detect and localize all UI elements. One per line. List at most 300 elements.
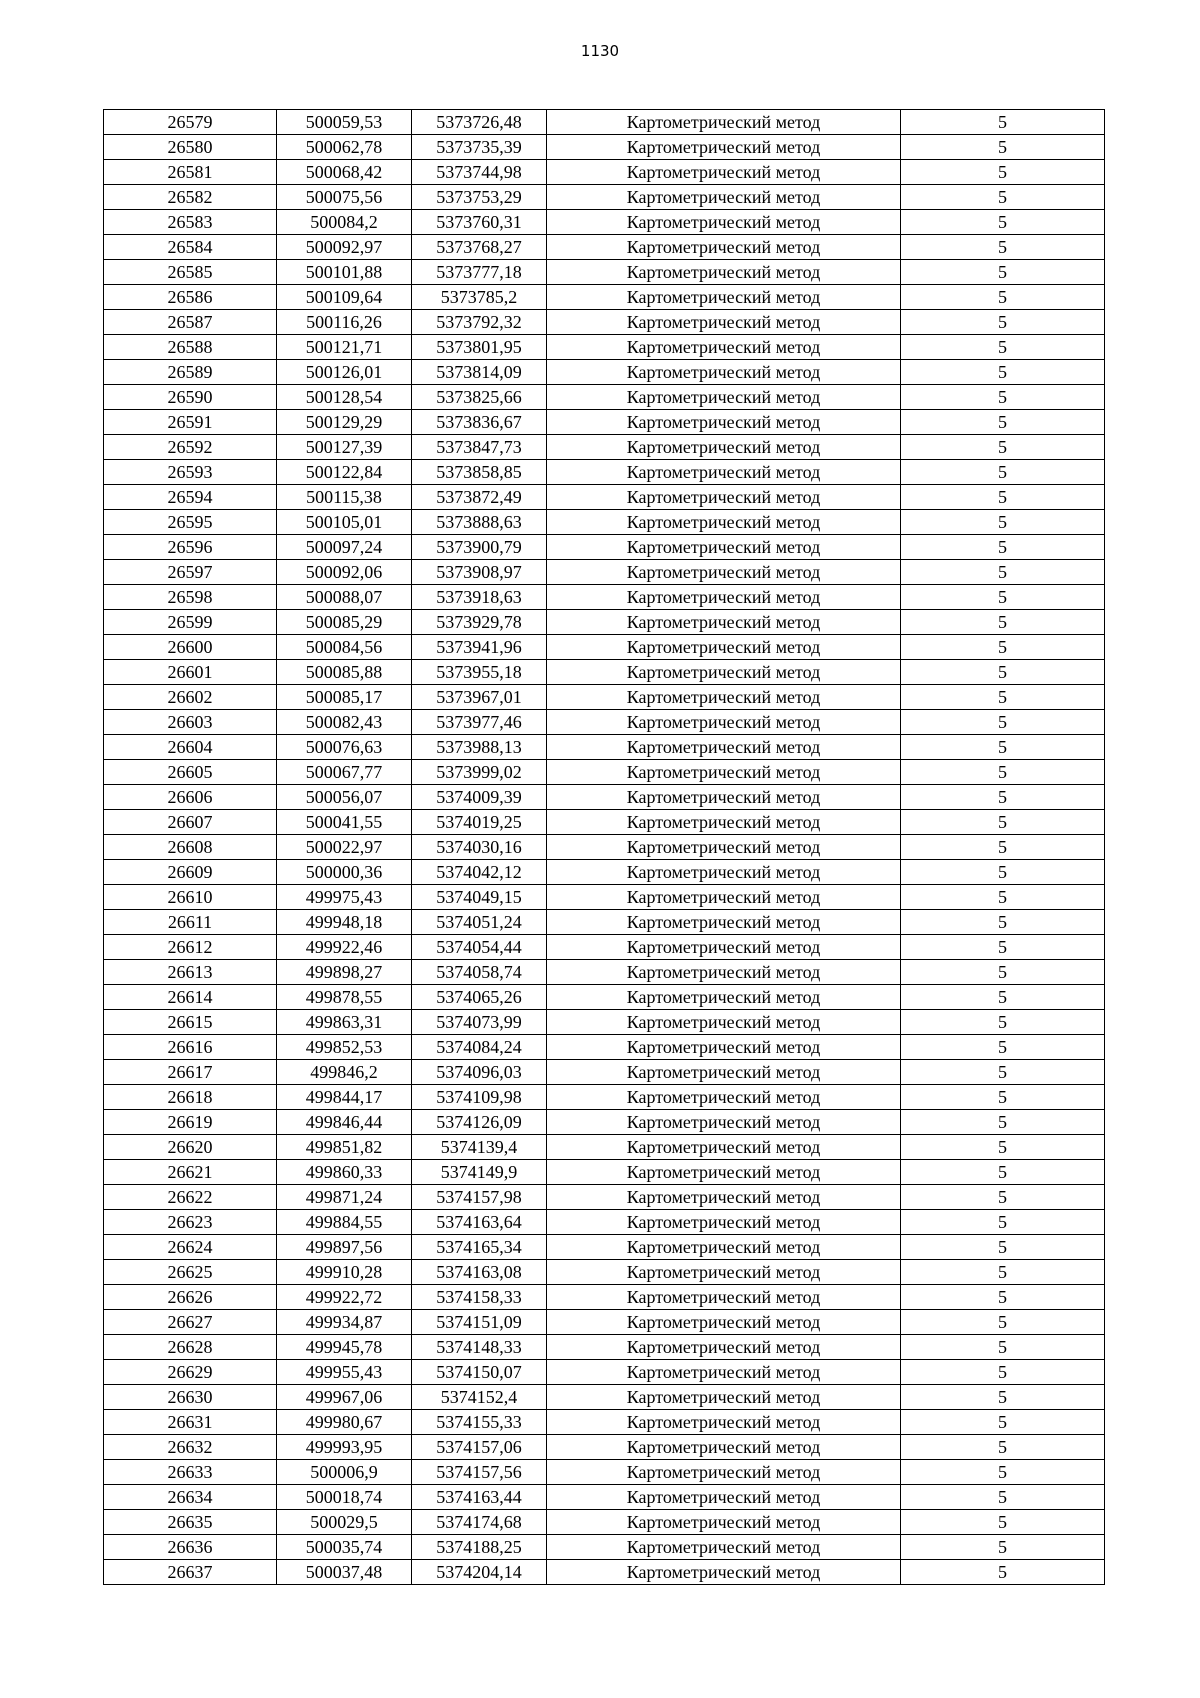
y-coordinate-cell: 5373977,46	[412, 710, 547, 735]
x-coordinate-cell: 500088,07	[277, 585, 412, 610]
table-row	[104, 1060, 1105, 1085]
method-cell: Картометрический метод	[547, 1335, 901, 1360]
table-row	[104, 110, 1105, 135]
accuracy-cell: 5	[901, 1010, 1105, 1035]
y-coordinate-cell: 5373858,85	[412, 460, 547, 485]
y-coordinate-cell: 5373941,96	[412, 635, 547, 660]
table-row	[104, 785, 1105, 810]
point-number-cell: 26598	[104, 585, 277, 610]
table-row	[104, 1335, 1105, 1360]
accuracy-cell: 5	[901, 1110, 1105, 1135]
accuracy-cell: 5	[901, 610, 1105, 635]
accuracy-cell: 5	[901, 160, 1105, 185]
point-number-cell: 26621	[104, 1160, 277, 1185]
method-cell: Картометрический метод	[547, 235, 901, 260]
table-row	[104, 260, 1105, 285]
y-coordinate-cell: 5374163,44	[412, 1485, 547, 1510]
x-coordinate-cell: 499878,55	[277, 985, 412, 1010]
point-number-cell: 26625	[104, 1260, 277, 1285]
method-cell: Картометрический метод	[547, 1260, 901, 1285]
accuracy-cell: 5	[901, 1035, 1105, 1060]
point-number-cell: 26611	[104, 910, 277, 935]
point-number-cell: 26634	[104, 1485, 277, 1510]
table-row	[104, 885, 1105, 910]
y-coordinate-cell: 5374051,24	[412, 910, 547, 935]
accuracy-cell: 5	[901, 1535, 1105, 1560]
x-coordinate-cell: 499975,43	[277, 885, 412, 910]
point-number-cell: 26586	[104, 285, 277, 310]
point-number-cell: 26629	[104, 1360, 277, 1385]
table-row	[104, 135, 1105, 160]
y-coordinate-cell: 5374073,99	[412, 1010, 547, 1035]
point-number-cell: 26622	[104, 1185, 277, 1210]
point-number-cell: 26636	[104, 1535, 277, 1560]
x-coordinate-cell: 500000,36	[277, 860, 412, 885]
table-row	[104, 610, 1105, 635]
table-row	[104, 210, 1105, 235]
point-number-cell: 26626	[104, 1285, 277, 1310]
y-coordinate-cell: 5374148,33	[412, 1335, 547, 1360]
point-number-cell: 26580	[104, 135, 277, 160]
y-coordinate-cell: 5374149,9	[412, 1160, 547, 1185]
method-cell: Картометрический метод	[547, 1035, 901, 1060]
table-row	[104, 1085, 1105, 1110]
y-coordinate-cell: 5374126,09	[412, 1110, 547, 1135]
method-cell: Картометрический метод	[547, 1185, 901, 1210]
point-number-cell: 26620	[104, 1135, 277, 1160]
accuracy-cell: 5	[901, 1360, 1105, 1385]
x-coordinate-cell: 500092,06	[277, 560, 412, 585]
method-cell: Картометрический метод	[547, 885, 901, 910]
accuracy-cell: 5	[901, 1410, 1105, 1435]
accuracy-cell: 5	[901, 260, 1105, 285]
table-row	[104, 385, 1105, 410]
point-number-cell: 26600	[104, 635, 277, 660]
x-coordinate-cell: 500041,55	[277, 810, 412, 835]
method-cell: Картометрический метод	[547, 635, 901, 660]
y-coordinate-cell: 5374139,4	[412, 1135, 547, 1160]
x-coordinate-cell: 500075,56	[277, 185, 412, 210]
method-cell: Картометрический метод	[547, 1110, 901, 1135]
y-coordinate-cell: 5374163,64	[412, 1210, 547, 1235]
coordinates-table	[103, 109, 1105, 1585]
point-number-cell: 26592	[104, 435, 277, 460]
y-coordinate-cell: 5373768,27	[412, 235, 547, 260]
y-coordinate-cell: 5374204,14	[412, 1560, 547, 1585]
x-coordinate-cell: 499955,43	[277, 1360, 412, 1385]
x-coordinate-cell: 499967,06	[277, 1385, 412, 1410]
method-cell: Картометрический метод	[547, 1435, 901, 1460]
y-coordinate-cell: 5374065,26	[412, 985, 547, 1010]
accuracy-cell: 5	[901, 885, 1105, 910]
table-row	[104, 1460, 1105, 1485]
x-coordinate-cell: 500116,26	[277, 310, 412, 335]
x-coordinate-cell: 500085,29	[277, 610, 412, 635]
x-coordinate-cell: 499863,31	[277, 1010, 412, 1035]
table-row	[104, 835, 1105, 860]
accuracy-cell: 5	[901, 485, 1105, 510]
method-cell: Картометрический метод	[547, 935, 901, 960]
y-coordinate-cell: 5374152,4	[412, 1385, 547, 1410]
accuracy-cell: 5	[901, 460, 1105, 485]
y-coordinate-cell: 5373760,31	[412, 210, 547, 235]
x-coordinate-cell: 500037,48	[277, 1560, 412, 1585]
accuracy-cell: 5	[901, 410, 1105, 435]
method-cell: Картометрический метод	[547, 1510, 901, 1535]
point-number-cell: 26588	[104, 335, 277, 360]
x-coordinate-cell: 500062,78	[277, 135, 412, 160]
point-number-cell: 26599	[104, 610, 277, 635]
x-coordinate-cell: 500067,77	[277, 760, 412, 785]
table-row	[104, 510, 1105, 535]
x-coordinate-cell: 500076,63	[277, 735, 412, 760]
y-coordinate-cell: 5373814,09	[412, 360, 547, 385]
y-coordinate-cell: 5373735,39	[412, 135, 547, 160]
table-row	[104, 1385, 1105, 1410]
y-coordinate-cell: 5373785,2	[412, 285, 547, 310]
y-coordinate-cell: 5373900,79	[412, 535, 547, 560]
method-cell: Картометрический метод	[547, 385, 901, 410]
point-number-cell: 26587	[104, 310, 277, 335]
x-coordinate-cell: 500035,74	[277, 1535, 412, 1560]
table-row	[104, 760, 1105, 785]
accuracy-cell: 5	[901, 1235, 1105, 1260]
table-row	[104, 1485, 1105, 1510]
point-number-cell: 26612	[104, 935, 277, 960]
accuracy-cell: 5	[901, 710, 1105, 735]
table-row	[104, 1535, 1105, 1560]
accuracy-cell: 5	[901, 935, 1105, 960]
x-coordinate-cell: 500029,5	[277, 1510, 412, 1535]
y-coordinate-cell: 5373955,18	[412, 660, 547, 685]
x-coordinate-cell: 500122,84	[277, 460, 412, 485]
method-cell: Картометрический метод	[547, 1460, 901, 1485]
point-number-cell: 26632	[104, 1435, 277, 1460]
y-coordinate-cell: 5373967,01	[412, 685, 547, 710]
x-coordinate-cell: 500126,01	[277, 360, 412, 385]
method-cell: Картометрический метод	[547, 685, 901, 710]
y-coordinate-cell: 5373872,49	[412, 485, 547, 510]
x-coordinate-cell: 500101,88	[277, 260, 412, 285]
accuracy-cell: 5	[901, 1060, 1105, 1085]
table-row	[104, 935, 1105, 960]
table-row	[104, 460, 1105, 485]
accuracy-cell: 5	[901, 285, 1105, 310]
method-cell: Картометрический метод	[547, 910, 901, 935]
accuracy-cell: 5	[901, 1385, 1105, 1410]
x-coordinate-cell: 500082,43	[277, 710, 412, 735]
x-coordinate-cell: 500084,56	[277, 635, 412, 660]
table-row	[104, 1360, 1105, 1385]
point-number-cell: 26623	[104, 1210, 277, 1235]
point-number-cell: 26619	[104, 1110, 277, 1135]
x-coordinate-cell: 500092,97	[277, 235, 412, 260]
accuracy-cell: 5	[901, 660, 1105, 685]
y-coordinate-cell: 5374163,08	[412, 1260, 547, 1285]
method-cell: Картометрический метод	[547, 535, 901, 560]
table-row	[104, 1560, 1105, 1585]
point-number-cell: 26608	[104, 835, 277, 860]
point-number-cell: 26609	[104, 860, 277, 885]
table-row	[104, 335, 1105, 360]
accuracy-cell: 5	[901, 135, 1105, 160]
y-coordinate-cell: 5374174,68	[412, 1510, 547, 1535]
point-number-cell: 26613	[104, 960, 277, 985]
accuracy-cell: 5	[901, 360, 1105, 385]
method-cell: Картометрический метод	[547, 310, 901, 335]
y-coordinate-cell: 5374058,74	[412, 960, 547, 985]
y-coordinate-cell: 5374096,03	[412, 1060, 547, 1085]
y-coordinate-cell: 5374049,15	[412, 885, 547, 910]
method-cell: Картометрический метод	[547, 510, 901, 535]
table-row	[104, 985, 1105, 1010]
method-cell: Картометрический метод	[547, 460, 901, 485]
accuracy-cell: 5	[901, 1160, 1105, 1185]
point-number-cell: 26602	[104, 685, 277, 710]
method-cell: Картометрический метод	[547, 335, 901, 360]
y-coordinate-cell: 5374009,39	[412, 785, 547, 810]
accuracy-cell: 5	[901, 1510, 1105, 1535]
y-coordinate-cell: 5374151,09	[412, 1310, 547, 1335]
table-row	[104, 1010, 1105, 1035]
point-number-cell: 26630	[104, 1385, 277, 1410]
method-cell: Картометрический метод	[547, 210, 901, 235]
method-cell: Картометрический метод	[547, 735, 901, 760]
point-number-cell: 26606	[104, 785, 277, 810]
point-number-cell: 26595	[104, 510, 277, 535]
accuracy-cell: 5	[901, 960, 1105, 985]
method-cell: Картометрический метод	[547, 160, 901, 185]
method-cell: Картометрический метод	[547, 360, 901, 385]
method-cell: Картометрический метод	[547, 960, 901, 985]
y-coordinate-cell: 5374084,24	[412, 1035, 547, 1060]
y-coordinate-cell: 5374042,12	[412, 860, 547, 885]
x-coordinate-cell: 500022,97	[277, 835, 412, 860]
x-coordinate-cell: 499993,95	[277, 1435, 412, 1460]
method-cell: Картометрический метод	[547, 185, 901, 210]
point-number-cell: 26628	[104, 1335, 277, 1360]
method-cell: Картометрический метод	[547, 1560, 901, 1585]
method-cell: Картометрический метод	[547, 1210, 901, 1235]
point-number-cell: 26589	[104, 360, 277, 385]
y-coordinate-cell: 5374019,25	[412, 810, 547, 835]
point-number-cell: 26584	[104, 235, 277, 260]
table-row	[104, 1435, 1105, 1460]
method-cell: Картометрический метод	[547, 660, 901, 685]
x-coordinate-cell: 500115,38	[277, 485, 412, 510]
y-coordinate-cell: 5373744,98	[412, 160, 547, 185]
point-number-cell: 26590	[104, 385, 277, 410]
accuracy-cell: 5	[901, 210, 1105, 235]
method-cell: Картометрический метод	[547, 760, 901, 785]
table-body	[104, 110, 1105, 1585]
method-cell: Картометрический метод	[547, 260, 901, 285]
accuracy-cell: 5	[901, 1335, 1105, 1360]
x-coordinate-cell: 499884,55	[277, 1210, 412, 1235]
accuracy-cell: 5	[901, 1435, 1105, 1460]
y-coordinate-cell: 5373888,63	[412, 510, 547, 535]
table-row	[104, 735, 1105, 760]
method-cell: Картометрический метод	[547, 1135, 901, 1160]
x-coordinate-cell: 499910,28	[277, 1260, 412, 1285]
x-coordinate-cell: 499898,27	[277, 960, 412, 985]
x-coordinate-cell: 499860,33	[277, 1160, 412, 1185]
y-coordinate-cell: 5374030,16	[412, 835, 547, 860]
x-coordinate-cell: 500097,24	[277, 535, 412, 560]
table-row	[104, 410, 1105, 435]
x-coordinate-cell: 499846,44	[277, 1110, 412, 1135]
x-coordinate-cell: 499851,82	[277, 1135, 412, 1160]
table-row	[104, 810, 1105, 835]
accuracy-cell: 5	[901, 1460, 1105, 1485]
page-number: 1130	[580, 42, 620, 60]
method-cell: Картометрический метод	[547, 710, 901, 735]
y-coordinate-cell: 5373777,18	[412, 260, 547, 285]
point-number-cell: 26583	[104, 210, 277, 235]
table-row	[104, 1160, 1105, 1185]
accuracy-cell: 5	[901, 385, 1105, 410]
table-row	[104, 660, 1105, 685]
method-cell: Картометрический метод	[547, 1235, 901, 1260]
point-number-cell: 26596	[104, 535, 277, 560]
y-coordinate-cell: 5374165,34	[412, 1235, 547, 1260]
method-cell: Картометрический метод	[547, 1535, 901, 1560]
point-number-cell: 26594	[104, 485, 277, 510]
accuracy-cell: 5	[901, 585, 1105, 610]
point-number-cell: 26637	[104, 1560, 277, 1585]
accuracy-cell: 5	[901, 1210, 1105, 1235]
y-coordinate-cell: 5373929,78	[412, 610, 547, 635]
table-row	[104, 1260, 1105, 1285]
x-coordinate-cell: 499852,53	[277, 1035, 412, 1060]
accuracy-cell: 5	[901, 1485, 1105, 1510]
method-cell: Картометрический метод	[547, 1360, 901, 1385]
accuracy-cell: 5	[901, 310, 1105, 335]
point-number-cell: 26603	[104, 710, 277, 735]
accuracy-cell: 5	[901, 535, 1105, 560]
x-coordinate-cell: 500006,9	[277, 1460, 412, 1485]
method-cell: Картометрический метод	[547, 1385, 901, 1410]
table-row	[104, 860, 1105, 885]
method-cell: Картометрический метод	[547, 1485, 901, 1510]
table-row	[104, 1135, 1105, 1160]
y-coordinate-cell: 5374188,25	[412, 1535, 547, 1560]
point-number-cell: 26582	[104, 185, 277, 210]
point-number-cell: 26579	[104, 110, 277, 135]
point-number-cell: 26591	[104, 410, 277, 435]
accuracy-cell: 5	[901, 985, 1105, 1010]
table-row	[104, 160, 1105, 185]
table-row	[104, 1210, 1105, 1235]
x-coordinate-cell: 499846,2	[277, 1060, 412, 1085]
method-cell: Картометрический метод	[547, 1160, 901, 1185]
accuracy-cell: 5	[901, 835, 1105, 860]
method-cell: Картометрический метод	[547, 1010, 901, 1035]
accuracy-cell: 5	[901, 110, 1105, 135]
y-coordinate-cell: 5374157,98	[412, 1185, 547, 1210]
x-coordinate-cell: 500121,71	[277, 335, 412, 360]
y-coordinate-cell: 5373988,13	[412, 735, 547, 760]
table-row	[104, 1510, 1105, 1535]
y-coordinate-cell: 5373918,63	[412, 585, 547, 610]
point-number-cell: 26618	[104, 1085, 277, 1110]
point-number-cell: 26624	[104, 1235, 277, 1260]
method-cell: Картометрический метод	[547, 410, 901, 435]
x-coordinate-cell: 499980,67	[277, 1410, 412, 1435]
method-cell: Картометрический метод	[547, 1285, 901, 1310]
table-row	[104, 185, 1105, 210]
x-coordinate-cell: 499934,87	[277, 1310, 412, 1335]
accuracy-cell: 5	[901, 1260, 1105, 1285]
x-coordinate-cell: 499897,56	[277, 1235, 412, 1260]
y-coordinate-cell: 5373753,29	[412, 185, 547, 210]
point-number-cell: 26607	[104, 810, 277, 835]
y-coordinate-cell: 5374109,98	[412, 1085, 547, 1110]
point-number-cell: 26597	[104, 560, 277, 585]
table-row	[104, 685, 1105, 710]
y-coordinate-cell: 5373908,97	[412, 560, 547, 585]
point-number-cell: 26631	[104, 1410, 277, 1435]
y-coordinate-cell: 5374157,56	[412, 1460, 547, 1485]
point-number-cell: 26635	[104, 1510, 277, 1535]
point-number-cell: 26614	[104, 985, 277, 1010]
y-coordinate-cell: 5373847,73	[412, 435, 547, 460]
x-coordinate-cell: 499948,18	[277, 910, 412, 935]
table-row	[104, 710, 1105, 735]
table-row	[104, 1285, 1105, 1310]
accuracy-cell: 5	[901, 810, 1105, 835]
accuracy-cell: 5	[901, 735, 1105, 760]
y-coordinate-cell: 5374155,33	[412, 1410, 547, 1435]
method-cell: Картометрический метод	[547, 985, 901, 1010]
table-row	[104, 535, 1105, 560]
accuracy-cell: 5	[901, 1135, 1105, 1160]
point-number-cell: 26581	[104, 160, 277, 185]
table-row	[104, 1410, 1105, 1435]
x-coordinate-cell: 499871,24	[277, 1185, 412, 1210]
point-number-cell: 26615	[104, 1010, 277, 1035]
method-cell: Картометрический метод	[547, 1410, 901, 1435]
method-cell: Картометрический метод	[547, 110, 901, 135]
method-cell: Картометрический метод	[547, 135, 901, 160]
accuracy-cell: 5	[901, 1185, 1105, 1210]
table-row	[104, 1035, 1105, 1060]
x-coordinate-cell: 500059,53	[277, 110, 412, 135]
x-coordinate-cell: 500085,88	[277, 660, 412, 685]
point-number-cell: 26604	[104, 735, 277, 760]
y-coordinate-cell: 5374157,06	[412, 1435, 547, 1460]
x-coordinate-cell: 500068,42	[277, 160, 412, 185]
table-row	[104, 560, 1105, 585]
x-coordinate-cell: 499922,46	[277, 935, 412, 960]
table-row	[104, 1185, 1105, 1210]
x-coordinate-cell: 500084,2	[277, 210, 412, 235]
method-cell: Картометрический метод	[547, 285, 901, 310]
x-coordinate-cell: 500105,01	[277, 510, 412, 535]
y-coordinate-cell: 5373836,67	[412, 410, 547, 435]
accuracy-cell: 5	[901, 910, 1105, 935]
table-row	[104, 285, 1105, 310]
table-row	[104, 910, 1105, 935]
table-row	[104, 485, 1105, 510]
accuracy-cell: 5	[901, 560, 1105, 585]
x-coordinate-cell: 500127,39	[277, 435, 412, 460]
method-cell: Картометрический метод	[547, 860, 901, 885]
y-coordinate-cell: 5374150,07	[412, 1360, 547, 1385]
point-number-cell: 26627	[104, 1310, 277, 1335]
method-cell: Картометрический метод	[547, 810, 901, 835]
y-coordinate-cell: 5373726,48	[412, 110, 547, 135]
